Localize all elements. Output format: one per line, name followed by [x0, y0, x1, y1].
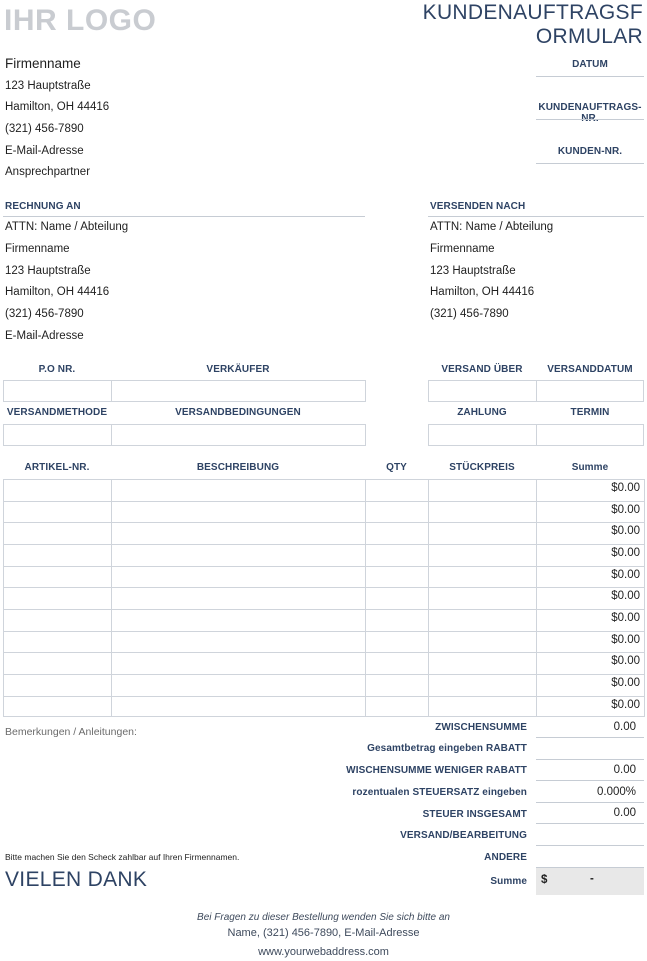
row-total-cell: $0.00 — [611, 547, 640, 559]
ship-date-field[interactable] — [536, 380, 644, 402]
date-field[interactable] — [536, 76, 644, 77]
remarks-label: Bemerkungen / Anleitungen: — [5, 726, 137, 738]
ship-terms-field[interactable] — [111, 424, 366, 446]
seller-label: VERKÄUFER — [206, 364, 270, 375]
term-field[interactable] — [536, 424, 644, 446]
date-label: DATUM — [572, 59, 608, 70]
payment-label: ZAHLUNG — [457, 407, 507, 418]
bill-to-attn: ATTN: Name / Abteilung — [5, 221, 129, 233]
ship-to-name: Firmenname — [430, 243, 495, 255]
tax-total-underline — [536, 823, 644, 824]
tax-total-label: STEUER INSGESAMT — [422, 809, 527, 820]
grand-total-value: - — [590, 873, 594, 885]
payment-field[interactable] — [428, 424, 537, 446]
tax-rate-underline — [536, 802, 644, 803]
table-row[interactable] — [3, 479, 645, 501]
table-row[interactable] — [3, 566, 645, 588]
col-unit-price: STÜCKPREIS — [449, 462, 515, 473]
table-row[interactable] — [3, 631, 645, 653]
company-city: Hamilton, OH 44416 — [5, 101, 110, 113]
shipping-label: VERSAND/BEARBEITUNG — [400, 830, 527, 841]
company-email: E-Mail-Adresse — [5, 145, 84, 157]
bill-to-divider — [3, 216, 365, 217]
other-label: ANDERE — [484, 852, 527, 863]
grand-total-label: Summe — [490, 876, 527, 887]
row-total-cell: $0.00 — [611, 525, 640, 537]
contact-line: Name, (321) 456-7890, E-Mail-Adresse — [227, 927, 420, 939]
ship-to-street: 123 Hauptstraße — [430, 265, 516, 277]
table-row[interactable] — [3, 674, 645, 696]
tax-rate-label: rozentualen STEUERSATZ eingeben — [352, 787, 527, 798]
ship-to-divider — [428, 216, 644, 217]
col-item-no: ARTIKEL-NR. — [24, 462, 90, 473]
customer-no-label: KUNDEN-NR. — [557, 146, 623, 157]
company-street: 123 Hauptstraße — [5, 80, 91, 92]
bill-to-email: E-Mail-Adresse — [5, 330, 84, 342]
table-row[interactable] — [3, 609, 645, 631]
grand-total-currency: $ — [541, 874, 548, 886]
row-total-cell: $0.00 — [611, 504, 640, 516]
po-no-field[interactable] — [3, 380, 112, 402]
bill-to-city: Hamilton, OH 44416 — [5, 286, 110, 298]
company-name: Firmenname — [5, 56, 81, 71]
company-contact: Ansprechpartner — [5, 166, 91, 178]
row-total-cell: $0.00 — [611, 612, 640, 624]
ship-method-label: VERSANDMETHODE — [6, 407, 108, 418]
ship-to-attn: ATTN: Name / Abteilung — [430, 221, 554, 233]
table-row[interactable] — [3, 501, 645, 523]
tax-rate-value[interactable]: 0.000% — [596, 786, 636, 798]
tax-total-value: 0.00 — [613, 807, 636, 819]
row-total-cell: $0.00 — [611, 569, 640, 581]
grand-total-box — [536, 868, 644, 895]
col-qty: QTY — [386, 462, 407, 473]
check-note: Bitte machen Sie den Scheck zahlbar auf Ihren Firmennamen. — [5, 852, 240, 862]
questions-note: Bei Fragen zu dieser Bestellung wenden Sie sich bitte an — [197, 912, 450, 923]
ship-method-field[interactable] — [3, 424, 112, 446]
row-total-cell: $0.00 — [611, 677, 640, 689]
discount-underline — [536, 759, 644, 760]
row-total-cell: $0.00 — [611, 482, 640, 494]
bill-to-name: Firmenname — [5, 243, 70, 255]
subtotal-less-discount-underline — [536, 780, 644, 781]
shipping-underline — [536, 845, 644, 846]
seller-field[interactable] — [111, 380, 366, 402]
ship-to-city: Hamilton, OH 44416 — [430, 286, 535, 298]
po-no-label: P.O NR. — [38, 364, 76, 375]
col-description: BESCHREIBUNG — [196, 462, 280, 473]
row-total-cell: $0.00 — [611, 590, 640, 602]
customer-no-field[interactable] — [536, 163, 644, 164]
logo: IHR LOGO — [4, 4, 157, 37]
form-title-line2: ORMULAR — [535, 25, 643, 48]
ship-to-heading: VERSENDEN NACH — [430, 201, 526, 212]
subtotal-less-discount-value: 0.00 — [613, 764, 636, 776]
ship-via-label: VERSAND ÜBER — [441, 364, 523, 375]
ship-to-phone: (321) 456-7890 — [430, 308, 509, 320]
company-phone: (321) 456-7890 — [5, 123, 84, 135]
row-total-cell: $0.00 — [611, 655, 640, 667]
table-row[interactable] — [3, 696, 645, 718]
form-title-line1: KUNDENAUFTRAGSF — [422, 1, 643, 24]
subtotal-less-discount-label: WISCHENSUMME WENIGER RABATT — [346, 765, 527, 776]
row-total-cell: $0.00 — [611, 699, 640, 711]
subtotal-label: ZWISCHENSUMME — [435, 722, 527, 733]
bill-to-phone: (321) 456-7890 — [5, 308, 84, 320]
col-total: Summe — [571, 462, 609, 473]
order-no-label: KUNDENAUFTRAGS- — [538, 102, 642, 113]
thank-you: VIELEN DANK — [5, 868, 148, 891]
bill-to-heading: RECHNUNG AN — [5, 201, 81, 212]
ship-date-label: VERSANDDATUM — [547, 364, 633, 375]
discount-label: Gesamtbetrag eingeben RABATT — [367, 743, 527, 754]
table-row[interactable] — [3, 544, 645, 566]
row-total-cell: $0.00 — [611, 634, 640, 646]
website-link[interactable]: www.yourwebaddress.com — [258, 946, 389, 958]
table-row[interactable] — [3, 652, 645, 674]
bill-to-street: 123 Hauptstraße — [5, 265, 91, 277]
ship-via-field[interactable] — [428, 380, 537, 402]
term-label: TERMIN — [570, 407, 610, 418]
ship-terms-label: VERSANDBEDINGUNGEN — [175, 407, 301, 418]
table-row[interactable] — [3, 587, 645, 609]
subtotal-underline — [536, 737, 644, 738]
order-no-field[interactable] — [536, 119, 644, 120]
table-row[interactable] — [3, 522, 645, 544]
subtotal-value: 0.00 — [613, 721, 636, 733]
